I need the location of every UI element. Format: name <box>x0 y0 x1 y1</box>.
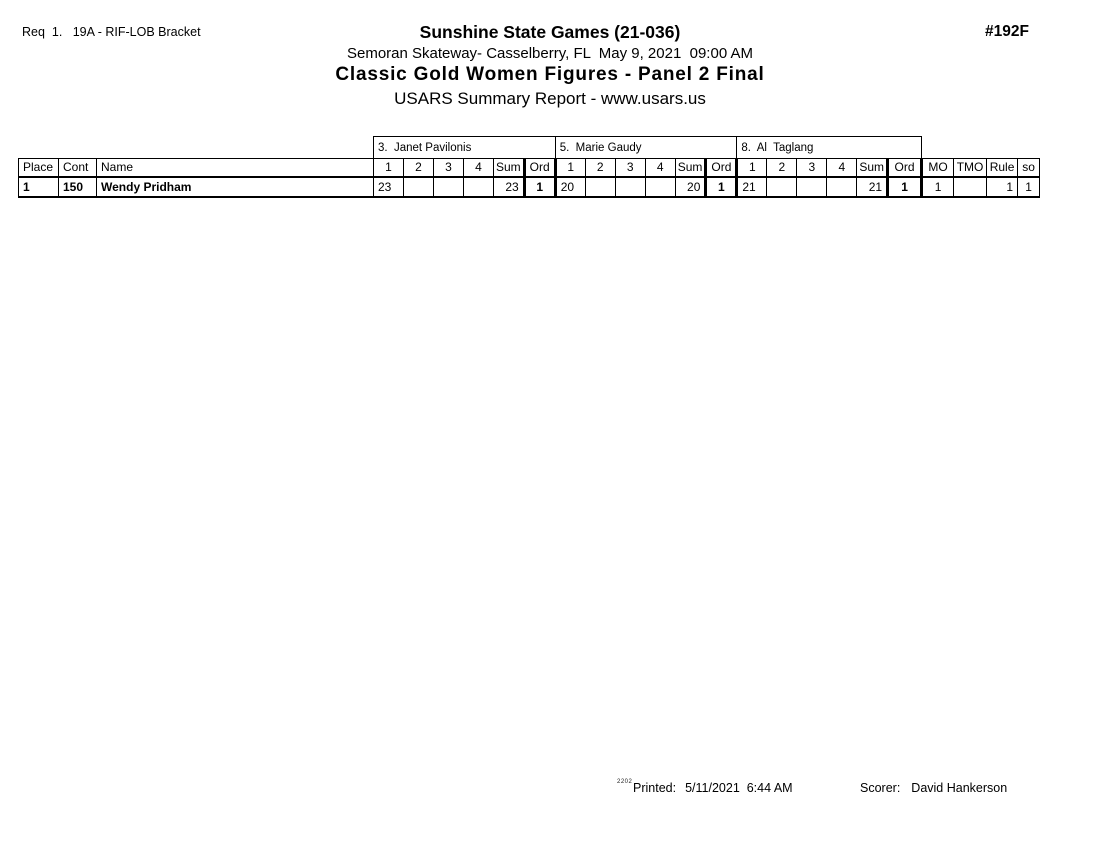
col-header-tmo: TMO <box>954 159 987 177</box>
judge3-sum: 21 <box>857 177 888 197</box>
judge3-col-sum: Sum <box>857 159 888 177</box>
judge-row-left-spacer <box>19 137 374 159</box>
judge1-col-2: 2 <box>404 159 434 177</box>
judge2-col-ord: Ord <box>706 159 737 177</box>
judge2-score-1: 20 <box>555 177 585 197</box>
col-header-cont: Cont <box>59 159 97 177</box>
printed-value: 5/11/2021 6:44 AM <box>685 781 793 795</box>
results-table <box>18 136 1040 198</box>
judge-header-row <box>19 137 1040 159</box>
judge1-col-3: 3 <box>434 159 464 177</box>
cell-so: 1 <box>1018 177 1040 197</box>
req-bracket-label: Req 1. 19A - RIF-LOB Bracket <box>22 25 201 39</box>
judge3-col-3: 3 <box>797 159 827 177</box>
judge1-score-2 <box>404 177 434 197</box>
judge1-score-1: 23 <box>374 177 404 197</box>
judge3-score-2 <box>767 177 797 197</box>
judge2-col-3: 3 <box>615 159 645 177</box>
cell-skater-name: Wendy Pridham <box>97 177 374 197</box>
judge1-col-1: 1 <box>374 159 404 177</box>
col-header-name: Name <box>97 159 374 177</box>
printed-timestamp <box>633 781 793 795</box>
judge2-score-2 <box>585 177 615 197</box>
cell-place: 1 <box>19 177 59 197</box>
col-header-place: Place <box>19 159 59 177</box>
judge1-col-ord: Ord <box>524 159 555 177</box>
scorer-label: Scorer: <box>860 781 901 795</box>
printed-label: Printed: <box>633 781 677 795</box>
judge2-score-4 <box>645 177 675 197</box>
result-row <box>19 177 1040 197</box>
judge2-col-1: 1 <box>555 159 585 177</box>
report-type-line: USARS Summary Report - www.usars.us <box>394 89 706 108</box>
judge2-col-2: 2 <box>585 159 615 177</box>
judge2-col-4: 4 <box>645 159 675 177</box>
judge-row-right-spacer <box>922 137 1040 159</box>
judge1-score-3 <box>434 177 464 197</box>
judge-3-name: 8. Al Taglang <box>737 137 922 159</box>
judge-1-name: 3. Janet Pavilonis <box>374 137 556 159</box>
judge2-ord: 1 <box>706 177 737 197</box>
judge1-ord: 1 <box>524 177 555 197</box>
judge3-col-4: 4 <box>827 159 857 177</box>
judge2-sum: 20 <box>675 177 706 197</box>
cell-rule: 1 <box>987 177 1018 197</box>
judge2-score-3 <box>615 177 645 197</box>
event-title: Classic Gold Women Figures - Panel 2 Final <box>335 64 765 85</box>
judge3-score-4 <box>827 177 857 197</box>
scorer-value: David Hankerson <box>911 781 1008 795</box>
judge1-sum: 23 <box>494 177 525 197</box>
judge3-col-2: 2 <box>767 159 797 177</box>
cell-cont: 150 <box>59 177 97 197</box>
games-title: Sunshine State Games (21-036) <box>419 22 681 42</box>
judge3-col-ord: Ord <box>888 159 922 177</box>
judge1-col-4: 4 <box>464 159 494 177</box>
cell-tmo <box>954 177 987 197</box>
judge3-ord: 1 <box>888 177 922 197</box>
judge1-score-4 <box>464 177 494 197</box>
judge2-col-sum: Sum <box>675 159 706 177</box>
scorer-credit <box>860 781 1007 795</box>
report-number: #192F <box>985 23 1029 40</box>
judge-2-name: 5. Marie Gaudy <box>555 137 737 159</box>
print-version-mark: 2202 <box>617 779 633 785</box>
judge1-col-sum: Sum <box>494 159 525 177</box>
judge3-score-3 <box>797 177 827 197</box>
col-header-mo: MO <box>922 159 954 177</box>
col-header-so: so <box>1018 159 1040 177</box>
column-header-row <box>19 159 1040 177</box>
judge3-score-1: 21 <box>737 177 767 197</box>
results-table-container <box>18 136 1040 198</box>
judge3-col-1: 1 <box>737 159 767 177</box>
col-header-rule: Rule <box>987 159 1018 177</box>
venue-date-line: Semoran Skateway- Casselberry, FL May 9, 2021 09:00 AM <box>346 45 754 62</box>
cell-mo: 1 <box>922 177 954 197</box>
